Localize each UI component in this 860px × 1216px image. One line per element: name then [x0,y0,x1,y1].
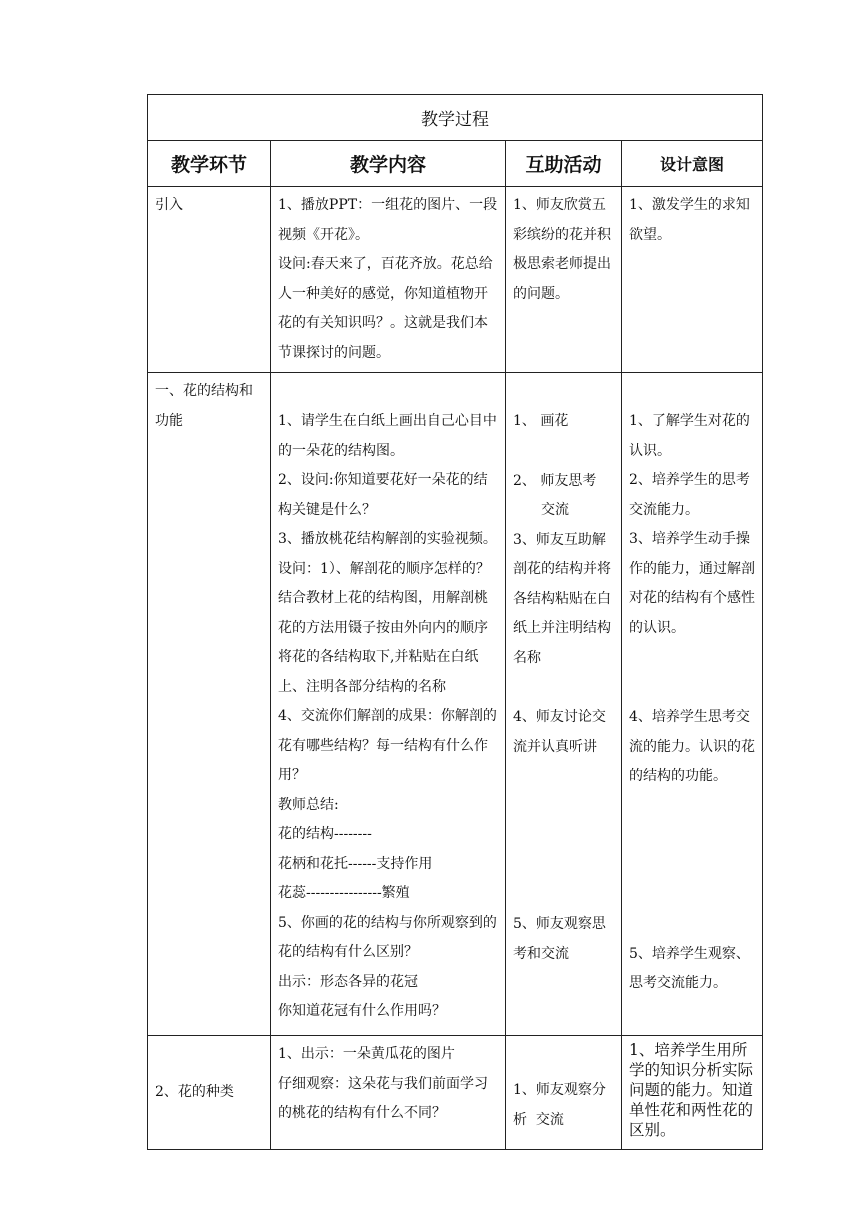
stage-label: 引入 [155,197,183,213]
table-row [148,373,763,1036]
activity-line: 4、师友讨论交流并认真听讲 [513,709,606,755]
header-activity: 互助活动 [506,141,622,187]
activity-cell [506,1036,622,1150]
content-line: 花蕊----------------繁殖 [278,885,410,901]
content-cell [271,187,506,373]
content-line: 花柄和花托------支持作用 [278,855,433,872]
content-line: 1、请学生在白纸上画出自己心目中的一朵花的结构图。 [278,413,497,459]
stage-label: 一、花的结构和功能 [155,383,253,429]
header-stage: 教学环节 [148,141,271,187]
activity-line: 3、师友互助解剖花的结构并将各结构粘贴在白纸上并注明结构名称 [513,531,611,666]
content-cell [271,1036,506,1150]
activity-cell [506,187,622,373]
intent-line: 1、培养学生用所学的知识分析实际问题的能力。知道单性花和两性花的区别。 [629,1041,754,1139]
content-line: 5、你画的花的结构与你所观察到的花的结构有什么区别？ [278,914,497,960]
table-row [148,187,763,373]
intent-cell [622,1036,763,1150]
activity-line: 2、 师友思考 [513,472,597,489]
content-line: 设问：1）、解剖花的顺序怎样的？结合教材上花的结构图，用解剖桃花的方法用镊子按由外向内的顺序将花的各结构取下,并粘贴在白纸上、注明各部分结构的名称 [278,560,490,695]
content-line: 3、播放桃花结构解剖的实验视频。 [278,531,497,547]
table-title: 教学过程 [148,95,763,141]
content-cell [271,373,506,1036]
content-line: 1、出示：一朵黄瓜花的图片 [278,1046,455,1062]
activity-line: 1、 画花 [513,413,569,429]
content-line: 2、设问:你知道要花好一朵花的结构关键是什么？ [278,472,488,518]
intent-line: 3、培养学生动手操作的能力，通过解剖对花的结构有个感性的认识。 [629,531,755,636]
stage-cell [148,373,271,1036]
intent-line: 5、培养学生观察、思考交流能力。 [629,945,750,991]
stage-cell [148,1036,271,1150]
stage-label: 2、花的种类 [155,1083,234,1100]
content-line: 你知道花冠有什么作用吗？ [278,1003,446,1019]
activity-cell [506,373,622,1036]
lesson-table [147,94,763,1150]
content-line: 出示：形态各异的花冠 [278,973,418,990]
content-line: 仔细观察：这朵花与我们前面学习的桃花的结构有什么不同？ [278,1075,488,1121]
intent-cell [622,373,763,1036]
content-line: 教师总结: [278,796,339,813]
activity-line: 5、师友观察思考和交流 [513,916,606,962]
activity-line: 交流 [541,502,569,518]
intent-line: 1、了解学生对花的认识。 [629,413,750,459]
activity-line: 1、师友观察分析 交流 [513,1082,606,1128]
table-row [148,1036,763,1150]
content-line: 4、交流你们解剖的成果：你解剖的花有哪些结构？每一结构有什么作用？ [278,708,497,783]
content-line: 花的结构-------- [278,826,372,842]
stage-cell [148,187,271,373]
content-line: 1、播放PPT：一组花的图片、一段视频《开花》。 [278,197,498,243]
intent-line: 1、激发学生的求知欲望。 [629,197,750,243]
header-content: 教学内容 [271,141,506,187]
intent-line: 2、培养学生的思考交流能力。 [629,472,750,518]
header-intent: 设计意图 [622,141,763,187]
intent-cell [622,187,763,373]
intent-line: 4、培养学生思考交流的能力。认识的花的结构的功能。 [629,709,755,784]
content-line: 设问:春天来了，百花齐放。花总给人一种美好的感觉，你知道植物开花的有关知识吗？。这就是我们本节课探讨的问题。 [278,256,493,361]
activity-line: 1、师友欣赏五彩缤纷的花并积极思索老师提出的问题。 [513,197,611,302]
